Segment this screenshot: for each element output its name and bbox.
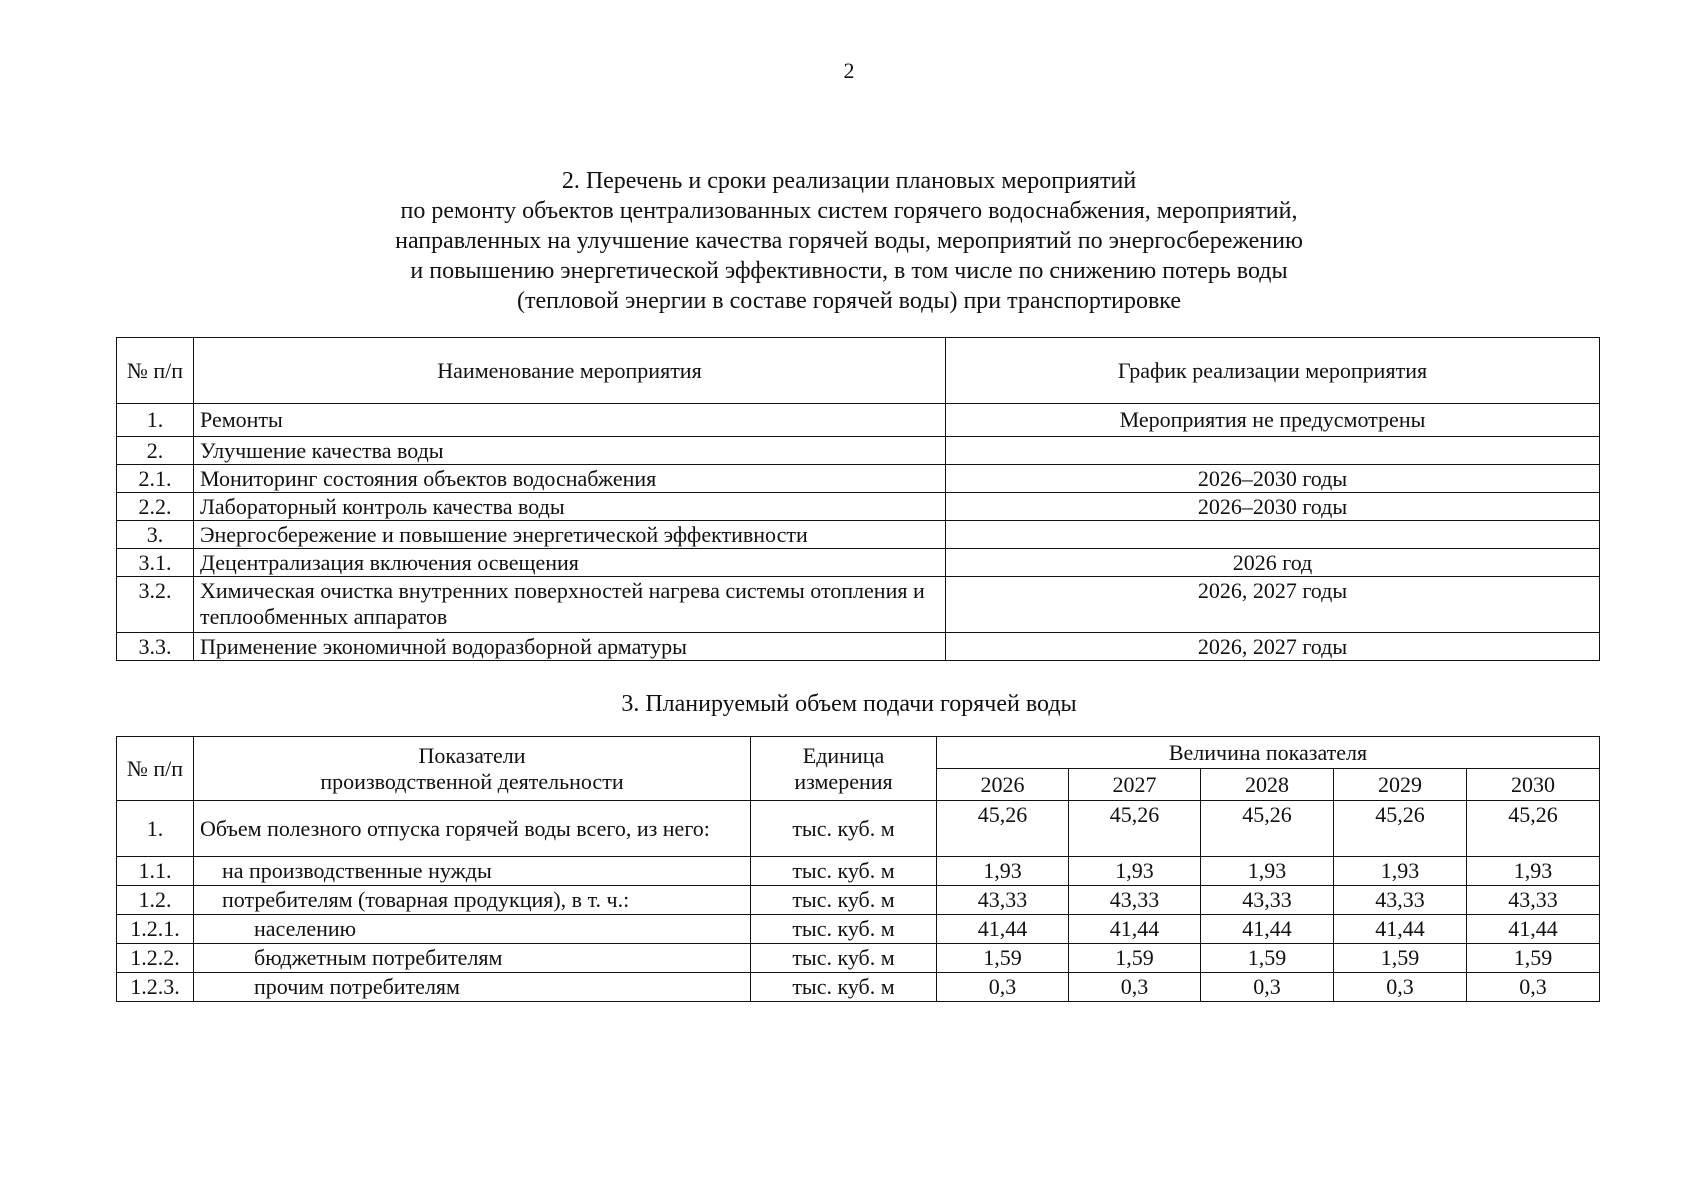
row-num: 1.2.1.: [117, 915, 194, 944]
row-value: 41,44: [937, 915, 1069, 944]
row-value: 41,44: [1467, 915, 1600, 944]
row-num: 3.2.: [117, 577, 194, 633]
table-row: [117, 493, 1600, 521]
row-unit: тыс. куб. м: [751, 973, 937, 1002]
row-num: 2.1.: [117, 465, 194, 493]
table-row: [117, 465, 1600, 493]
row-name: Лабораторный контроль качества воды: [194, 493, 946, 521]
table-row: [117, 857, 1600, 886]
row-name: Мониторинг состояния объектов водоснабжения: [194, 465, 946, 493]
row-value: 1,93: [1201, 857, 1334, 886]
page-number: 2: [843, 58, 855, 83]
header-year: 2027: [1069, 769, 1201, 801]
row-name: на производственные нужды: [194, 857, 751, 886]
header-unit: [751, 737, 937, 801]
table-header-row: [117, 338, 1600, 404]
row-num: 2.2.: [117, 493, 194, 521]
row-schedule: [946, 521, 1600, 549]
section-2-title-line: направленных на улучшение качества горячей воды, мероприятий по энергосбережению: [395, 228, 1303, 254]
table-row: [117, 521, 1600, 549]
header-year: 2029: [1334, 769, 1467, 801]
row-unit: тыс. куб. м: [751, 857, 937, 886]
table-row: [117, 633, 1600, 661]
row-schedule: 2026 год: [946, 549, 1600, 577]
events-table: [116, 337, 1600, 661]
row-num: 2.: [117, 437, 194, 465]
row-schedule: 2026, 2027 годы: [946, 577, 1600, 633]
header-num: № п/п: [117, 338, 194, 404]
row-value: 43,33: [937, 886, 1069, 915]
row-name: Энергосбережение и повышение энергетической эффективности: [194, 521, 946, 549]
row-num: 1.2.: [117, 886, 194, 915]
row-schedule: [946, 437, 1600, 465]
header-year: 2028: [1201, 769, 1334, 801]
section-2-title-line: и повышению энергетической эффективности, в том числе по снижению потерь воды: [410, 258, 1288, 284]
row-value: 1,59: [1467, 944, 1600, 973]
row-num: 3.1.: [117, 549, 194, 577]
header-year: 2026: [937, 769, 1069, 801]
row-schedule: 2026–2030 годы: [946, 493, 1600, 521]
row-value: 41,44: [1201, 915, 1334, 944]
table-row: [117, 549, 1600, 577]
row-value: 0,3: [1201, 973, 1334, 1002]
table-row: [117, 944, 1600, 973]
row-num: 1.: [117, 404, 194, 437]
header-indicator-line: производственной деятельности: [320, 768, 624, 794]
row-value: 1,59: [1069, 944, 1201, 973]
row-value: 0,3: [1069, 973, 1201, 1002]
row-schedule: Мероприятия не предусмотрены: [946, 404, 1600, 437]
row-name: Применение экономичной водоразборной арматуры: [194, 633, 946, 661]
row-schedule: 2026, 2027 годы: [946, 633, 1600, 661]
row-value: 45,26: [1201, 801, 1334, 857]
row-value: 0,3: [937, 973, 1069, 1002]
header-year: 2030: [1467, 769, 1600, 801]
row-value: 1,59: [937, 944, 1069, 973]
row-value: 45,26: [1467, 801, 1600, 857]
section-2-title-line: 2. Перечень и сроки реализации плановых мероприятий: [561, 168, 1137, 194]
section-2-title: [0, 166, 1698, 316]
table-header-row: [117, 737, 1600, 769]
row-num: 3.3.: [117, 633, 194, 661]
row-value: 43,33: [1334, 886, 1467, 915]
header-unit-line: Единица: [802, 742, 885, 768]
row-value: 45,26: [1069, 801, 1201, 857]
section-2-title-line: по ремонту объектов централизованных систем горячего водоснабжения, мероприятий,: [400, 198, 1298, 224]
table-row: [117, 886, 1600, 915]
table-row: [117, 801, 1600, 857]
row-name: населению: [194, 915, 751, 944]
row-num: 1.: [117, 801, 194, 857]
header-schedule: График реализации мероприятия: [946, 338, 1600, 404]
row-value: 0,3: [1467, 973, 1600, 1002]
row-value: 1,93: [1069, 857, 1201, 886]
row-name: потребителям (товарная продукция), в т. ч.:: [194, 886, 751, 915]
header-indicator-line: Показатели: [418, 742, 526, 768]
row-name: Улучшение качества воды: [194, 437, 946, 465]
row-name: Децентрализация включения освещения: [194, 549, 946, 577]
row-value: 45,26: [1334, 801, 1467, 857]
header-num: № п/п: [117, 737, 194, 801]
row-num: 3.: [117, 521, 194, 549]
row-value: 1,93: [1334, 857, 1467, 886]
row-value: 43,33: [1069, 886, 1201, 915]
header-name: Наименование мероприятия: [194, 338, 946, 404]
row-unit: тыс. куб. м: [751, 801, 937, 857]
row-value: 1,93: [937, 857, 1069, 886]
row-unit: тыс. куб. м: [751, 915, 937, 944]
row-value: 0,3: [1334, 973, 1467, 1002]
row-value: 45,26: [937, 801, 1069, 857]
table-row: [117, 404, 1600, 437]
row-value: 41,44: [1334, 915, 1467, 944]
header-indicator: [194, 737, 751, 801]
row-name: Объем полезного отпуска горячей воды всего, из него:: [194, 801, 751, 857]
table-row: [117, 915, 1600, 944]
row-value: 1,59: [1201, 944, 1334, 973]
row-name: Ремонты: [194, 404, 946, 437]
row-unit: тыс. куб. м: [751, 886, 937, 915]
row-value: 41,44: [1069, 915, 1201, 944]
header-value-group: Величина показателя: [937, 737, 1600, 769]
row-unit: тыс. куб. м: [751, 944, 937, 973]
row-value: 43,33: [1201, 886, 1334, 915]
row-num: 1.2.2.: [117, 944, 194, 973]
section-3-title: 3. Планируемый объем подачи горячей воды: [621, 691, 1077, 717]
table-row: [117, 437, 1600, 465]
row-value: 1,93: [1467, 857, 1600, 886]
row-name: прочим потребителям: [194, 973, 751, 1002]
row-name: бюджетным потребителям: [194, 944, 751, 973]
row-value: 43,33: [1467, 886, 1600, 915]
header-unit-line: измерения: [794, 768, 893, 794]
row-num: 1.2.3.: [117, 973, 194, 1002]
section-2-title-line: (тепловой энергии в составе горячей воды) при транспортировке: [517, 288, 1181, 314]
row-value: 1,59: [1334, 944, 1467, 973]
row-num: 1.1.: [117, 857, 194, 886]
table-row: [117, 973, 1600, 1002]
row-name: Химическая очистка внутренних поверхностей нагрева системы отопления и теплообменных аппаратов: [194, 577, 946, 633]
table-row: [117, 577, 1600, 633]
hot-water-volume-table: [116, 736, 1600, 1002]
row-schedule: 2026–2030 годы: [946, 465, 1600, 493]
